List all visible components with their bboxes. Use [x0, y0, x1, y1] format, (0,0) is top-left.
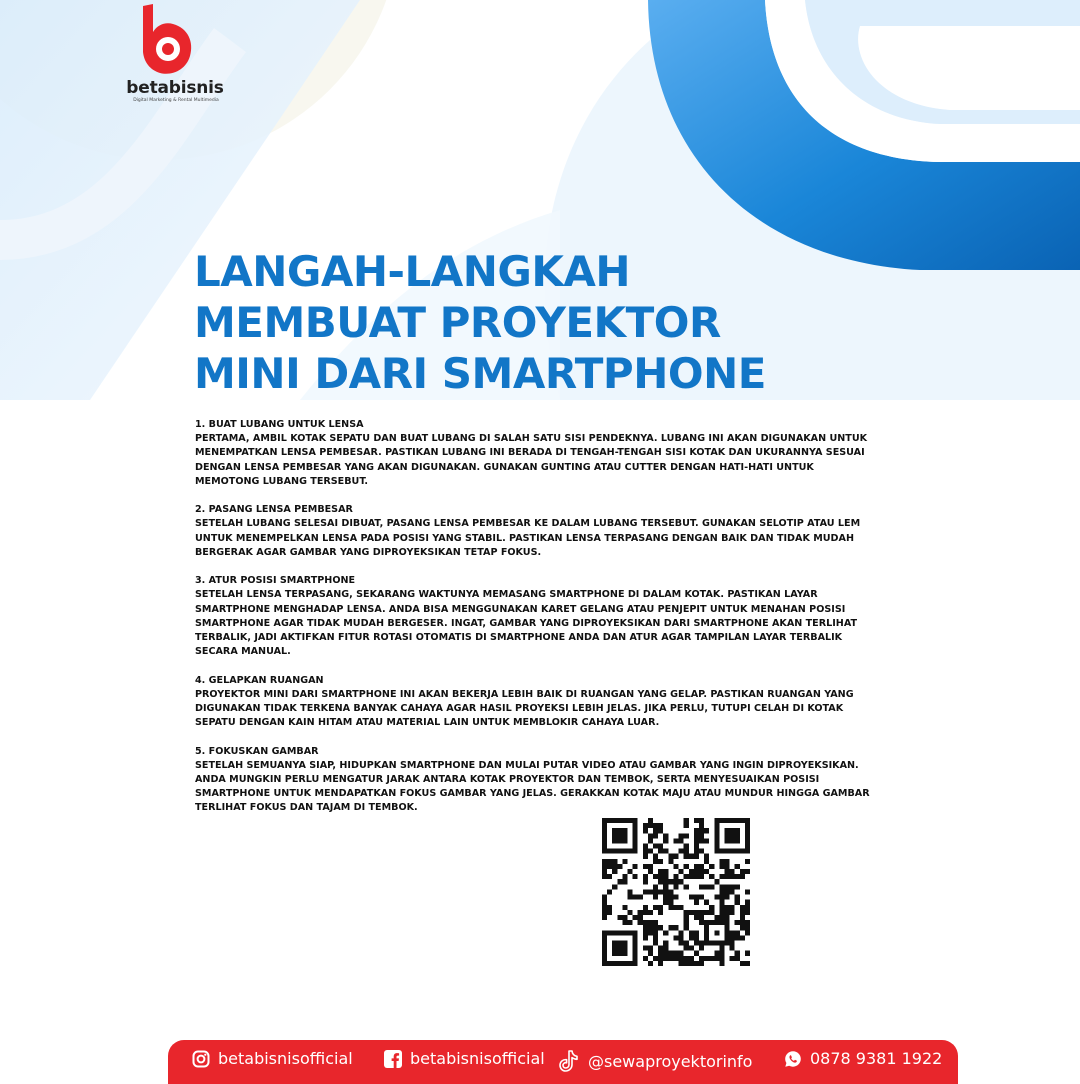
social-footer: [168, 1040, 958, 1084]
steps-list: [195, 418, 873, 830]
step-body: SETELAH LUBANG SELESAI DIBUAT, PASANG LENSA PEMBESAR KE DALAM LUBANG TERSEBUT. GUNAKAN SELOTIP ATAU LEM UNTUK MENEMPELKAN LENSA PADA POSISI YANG STABIL. PASTIKAN LENSA TERPASANG DENGAN BAIK DAN TIDAK MUDAH BERGERAK AGAR GAMBAR YANG DIPROYEKSIKAN TETAP FOKUS.: [195, 518, 861, 558]
step-item: [195, 745, 873, 816]
whatsapp-icon: [784, 1050, 802, 1068]
title-line: MINI DARI SMARTPHONE: [194, 349, 766, 398]
tiktok-handle: @sewaproyektorinfo: [588, 1051, 753, 1071]
step-title: 5. FOKUSKAN GAMBAR: [195, 745, 319, 757]
step-item: [195, 418, 873, 489]
title-line: LANGAH-LANGKAH: [194, 247, 631, 296]
tiktok-icon: [558, 1049, 580, 1073]
step-title: 1. BUAT LUBANG UNTUK LENSA: [195, 419, 364, 430]
instagram-handle: betabisnisofficial: [218, 1049, 353, 1068]
brand-tagline: Digital Marketing & Rental Multimedia: [133, 98, 219, 103]
step-body: SETELAH LENSA TERPASANG, SEKARANG WAKTUNYA MEMASANG SMARTPHONE DI DALAM KOTAK. PASTIKAN LAYAR SMARTPHONE MENGHADAP LENSA. ANDA BISA MENGGUNAKAN KARET GELANG ATAU PENJEPIT UNTUK MENAHAN POSISI SMARTPHONE AGAR TIDAK MUDAH BERGESER. INGAT, GAMBAR YANG DIPROYEKSIKAN DARI SMARTPHONE AKAN TERLIHAT TERBALIK, JADI AKTIFKAN FITUR ROTASI OTOMATIS DI SMARTPHONE ANDA DAN ATUR AGAR TAMPILAN LAYAR TERBALIK SECARA MANUAL.: [195, 589, 858, 658]
whatsapp-number: 0878 9381 1922: [810, 1049, 943, 1068]
step-title: 3. ATUR POSISI SMARTPHONE: [195, 575, 356, 587]
instagram-icon: [192, 1050, 210, 1068]
brand-logo: [110, 2, 230, 108]
facebook-handle: betabisnisofficial: [410, 1049, 545, 1068]
whatsapp-link[interactable]: [784, 1049, 942, 1068]
brand-name: betabisnis: [126, 78, 224, 98]
step-body: SETELAH SEMUANYA SIAP, HIDUPKAN SMARTPHONE DAN MULAI PUTAR VIDEO ATAU GAMBAR YANG INGIN DIPROYEKSIKAN. ANDA MUNGKIN PERLU MENGATUR JARAK ANTARA KOTAK PROYEKTOR DAN TEMBOK, SERTA MENYESUAIKAN POSISI SMARTPHONE UNTUK MENDAPATKAN FOKUS GAMBAR YANG JELAS. GERAKKAN KOTAK MAJU ATAU MUNDUR HINGGA GAMBAR TERLIHAT FOKUS DAN TAJAM DI TEMBOK.: [195, 759, 870, 814]
qr-code-icon[interactable]: [602, 818, 750, 966]
page-title: [194, 246, 894, 399]
step-item: [195, 503, 873, 560]
step-item: [195, 674, 873, 731]
title-line: MEMBUAT PROYEKTOR: [194, 298, 721, 347]
tiktok-link[interactable]: [558, 1049, 752, 1073]
step-body: PROYEKTOR MINI DARI SMARTPHONE INI AKAN BEKERJA LEBIH BAIK DI RUANGAN YANG GELAP. PASTIKAN RUANGAN YANG DIGUNAKAN TIDAK TERKENA BANYAK CAHAYA AGAR HASIL PROYEKSI LEBIH JELAS. JIKA PERLU, TUTUPI CELAH DI KOTAK SEPATU DENGAN KAIN HITAM ATAU MATERIAL LAIN UNTUK MEMBLOKIR CAHAYA LUAR.: [195, 688, 854, 729]
step-item: [195, 574, 873, 659]
facebook-link[interactable]: [384, 1049, 545, 1068]
brand-logo-mark: [110, 2, 230, 82]
facebook-icon: [384, 1050, 402, 1068]
step-body: PERTAMA, AMBIL KOTAK SEPATU DAN BUAT LUBANG DI SALAH SATU SISI PENDEKNYA. LUBANG INI AKAN DIGUNAKAN UNTUK MENEMPATKAN LENSA PEMBESAR. PASTIKAN LUBANG INI BERADA DI TENGAH-TENGAH SISI KOTAK DAN UKURANNYA SESUAI DENGAN LENSA PEMBESAR YANG AKAN DIGUNAKAN. GUNAKAN GUNTING ATAU CUTTER DENGAN HATI-HATI UNTUK MEMOTONG LUBANG TERSEBUT.: [195, 433, 868, 487]
step-title: 4. GELAPKAN RUANGAN: [195, 674, 324, 686]
instagram-link[interactable]: [192, 1049, 353, 1068]
step-title: 2. PASANG LENSA PEMBESAR: [195, 504, 353, 516]
